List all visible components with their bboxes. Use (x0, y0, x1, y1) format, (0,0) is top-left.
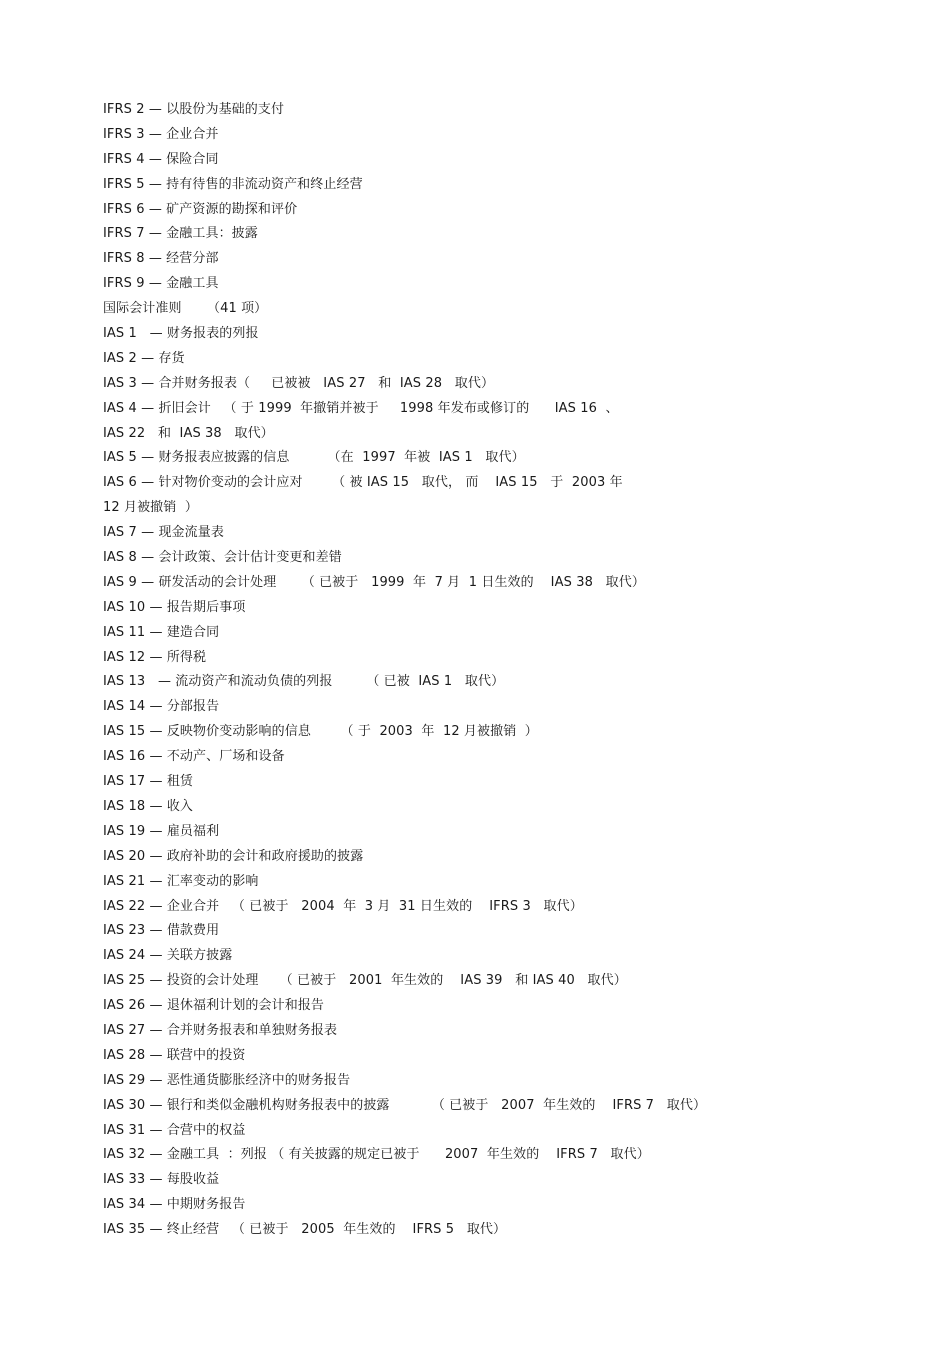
text-line: IAS 21 — 汇率变动的影响 (103, 873, 259, 889)
standards-list (103, 98, 883, 1243)
text-line: IAS 17 — 租赁 (103, 774, 194, 790)
text-line: IFRS 2 — 以股份为基础的支付 (103, 102, 285, 117)
text-line: IFRS 3 — 企业合并 (103, 126, 219, 142)
text-line: IAS 14 — 分部报告 (103, 699, 220, 715)
text-line: IAS 25 — 投资的会计处理 （ 已被于 2001 年生效的 IAS 39 和 IAS 40 取代） (103, 973, 627, 989)
text-line: IAS 23 — 借款费用 (103, 923, 220, 939)
text-line: IAS 5 — 财务报表应披露的信息 （在 1997 年被 IAS 1 取代） (103, 450, 525, 466)
text-line: IAS 18 — 收入 (103, 798, 194, 814)
text-line: IAS 35 — 终止经营 （ 已被于 2005 年生效的 IFRS 5 取代） (103, 1222, 507, 1238)
text-line: IAS 2 — 存货 (103, 350, 185, 366)
text-line: IAS 15 — 反映物价变动影响的信息 （ 于 2003 年 12 月被撤销 ） (103, 724, 538, 740)
text-line: IAS 34 — 中期财务报告 (103, 1197, 246, 1213)
section-heading: 国际会计准则 （41 项） (103, 301, 268, 317)
text-line: IAS 32 — 金融工具 ：列报 （ 有关披露的规定已被于 2007 年生效的 IFRS 7 取代） (103, 1147, 650, 1163)
text-line: IAS 7 — 现金流量表 (103, 525, 224, 541)
text-line: IAS 9 — 研发活动的会计处理 （ 已被于 1999 年 7 月 1 日生效的 IAS 38 取代） (103, 574, 645, 590)
text-line: IFRS 7 — 金融工具：披露 (103, 226, 258, 242)
text-line: IAS 22 和 IAS 38 取代） (103, 425, 274, 441)
text-line: IAS 26 — 退休福利计划的会计和报告 (103, 998, 325, 1014)
text-line: IAS 4 — 折旧会计 （ 于 1999 年撤销并被于 1998 年发布或修订的 IAS 16 、 (103, 400, 619, 416)
text-line: IAS 13 — 流动资产和流动负债的列报 （ 已被 IAS 1 取代） (103, 674, 505, 690)
text-line: IFRS 6 — 矿产资源的勘探和评价 (103, 201, 298, 217)
text-line: IAS 19 — 雇员福利 (103, 823, 220, 839)
text-line: IAS 22 — 企业合并 （ 已被于 2004 年 3 月 31 日生效的 IFRS 3 取代） (103, 898, 583, 914)
text-line: IAS 27 — 合并财务报表和单独财务报表 (103, 1022, 338, 1038)
text-line: IFRS 9 — 金融工具 (103, 276, 219, 292)
text-line: IAS 16 — 不动产、厂场和设备 (103, 749, 285, 765)
text-line: IAS 29 — 恶性通货膨胀经济中的财务报告 (103, 1072, 351, 1088)
text-line: IAS 12 — 所得税 (103, 649, 207, 665)
text-line: IAS 28 — 联营中的投资 (103, 1047, 246, 1063)
text-line: IAS 20 — 政府补助的会计和政府援助的披露 (103, 848, 364, 864)
text-line: IAS 10 — 报告期后事项 (103, 599, 246, 615)
text-line: IAS 1 — 财务报表的列报 (103, 326, 259, 342)
text-line: IFRS 8 — 经营分部 (103, 251, 219, 267)
text-line: IAS 3 — 合并财务报表（ 已被被 IAS 27 和 IAS 28 取代） (103, 375, 495, 391)
text-line: 12 月被撤销 ） (103, 500, 198, 516)
text-line: IAS 11 — 建造合同 (103, 624, 220, 640)
text-line: IAS 30 — 银行和类似金融机构财务报表中的披露 （ 已被于 2007 年生效的 IFRS 7 取代） (103, 1097, 707, 1113)
text-line: IAS 6 — 针对物价变动的会计应对 （ 被 IAS 15 取代， 而 IAS 15 于 2003 年 (103, 475, 623, 491)
text-line: IAS 24 — 关联方披露 (103, 948, 233, 964)
text-line: IFRS 5 — 持有待售的非流动资产和终止经营 (103, 176, 363, 192)
text-line: IAS 31 — 合营中的权益 (103, 1122, 246, 1138)
text-line: IFRS 4 — 保险合同 (103, 151, 219, 167)
text-line: IAS 8 — 会计政策、会计估计变更和差错 (103, 550, 342, 566)
text-line: IAS 33 — 每股收益 (103, 1172, 220, 1188)
